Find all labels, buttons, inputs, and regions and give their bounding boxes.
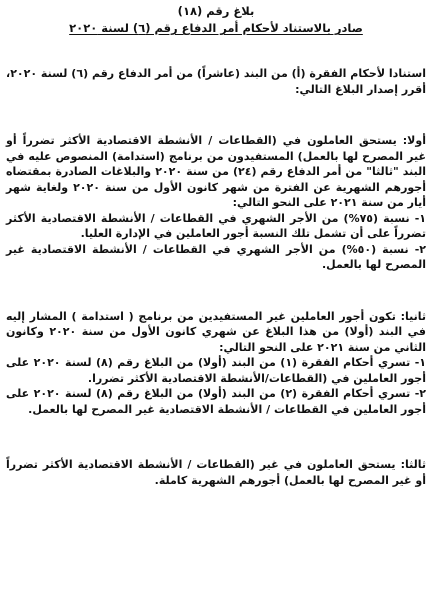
section-first-item-1: ١- نسبة (٧٥%) من الأجر الشهري في القطاعات / الأنشطة الاقتصادية الأكثر تضرراً على أن تشمل تلك النسبة أجور العاملين في الإدارة العليا. (6, 211, 426, 240)
section-third-label: ثالثا: (400, 458, 426, 471)
intro-paragraph: استنادا لأحكام الفقرة (أ) من البند (عاشراً) من أمر الدفاع رقم (٦) لسنة ٢٠٢٠، أقرر إصدار البلاغ التالي: (6, 67, 427, 96)
section-second-text: تكون أجور العاملين غير المستفيدين من برنامج ( استدامة ) المشار إليه في البند (أولا) من هذا البلاغ عن شهري كانون الأول من سنة ٢٠٢٠ وكانون الثاني من سنة ٢٠٢١ على النحو التالي: (6, 309, 426, 354)
section-third-text: يستحق العاملون في غير (القطاعات / الأنشطة الاقتصادية الأكثر تضرراً أو غير المصرح لها بالعمل) أجورهم الشهرية كاملة. (6, 458, 426, 487)
section-second-label: ثانيا: (400, 309, 426, 323)
document-title: بلاغ رقم (١٨) (177, 4, 255, 18)
section-second-paragraph (6, 309, 426, 356)
document-subtitle: صادر بالاستناد لأحكام أمر الدفاع رقم (٦) لسنة ٢٠٢٠ (69, 21, 363, 35)
section-first-paragraph (6, 133, 426, 211)
section-third-paragraph (6, 457, 426, 488)
section-first-item-2: ٢- نسبة (٥٠%) من الأجر الشهري في القطاعات / الأنشطة الاقتصادية غير المصرح لها بالعمل. (6, 242, 426, 271)
section-third (6, 457, 426, 488)
section-first-label: أولا: (402, 134, 426, 147)
section-second-item-2: ٢- تسري أحكام الفقرة (٢) من البند (أولا) من البلاغ رقم (٨) لسنة ٢٠٢٠ على أجور العاملين في القطاعات / الأنشطة الاقتصادية غير المصرح لها بالعمل. (6, 387, 426, 416)
section-second (6, 309, 426, 418)
section-first-text: يستحق العاملون في (القطاعات / الأنشطة الاقتصادية الأكثر تضرراً أو غير المصرح لها بالعمل) المستفيدون من برنامج (استدامة) المنصوص عليه في البند "ثالثا" من أمر الدفاع رقم (٢٤) من سنة ٢٠٢٠ والبلاغات الصادرة بمقتضاه أجورهم الشهرية عن الفترة من شهر كانون الأول من سنة ٢٠٢٠ ولغاية شهر أيار من سنة ٢٠٢١ على النحو التالي: (6, 134, 426, 209)
section-second-item-1: ١- تسري أحكام الفقرة (١) من البند (أولا) من البلاغ رقم (٨) لسنة ٢٠٢٠ على أجور العاملين في (القطاعات/الأنشطة الاقتصادية الأكثر تضررا. (6, 356, 426, 385)
section-first (6, 133, 426, 273)
